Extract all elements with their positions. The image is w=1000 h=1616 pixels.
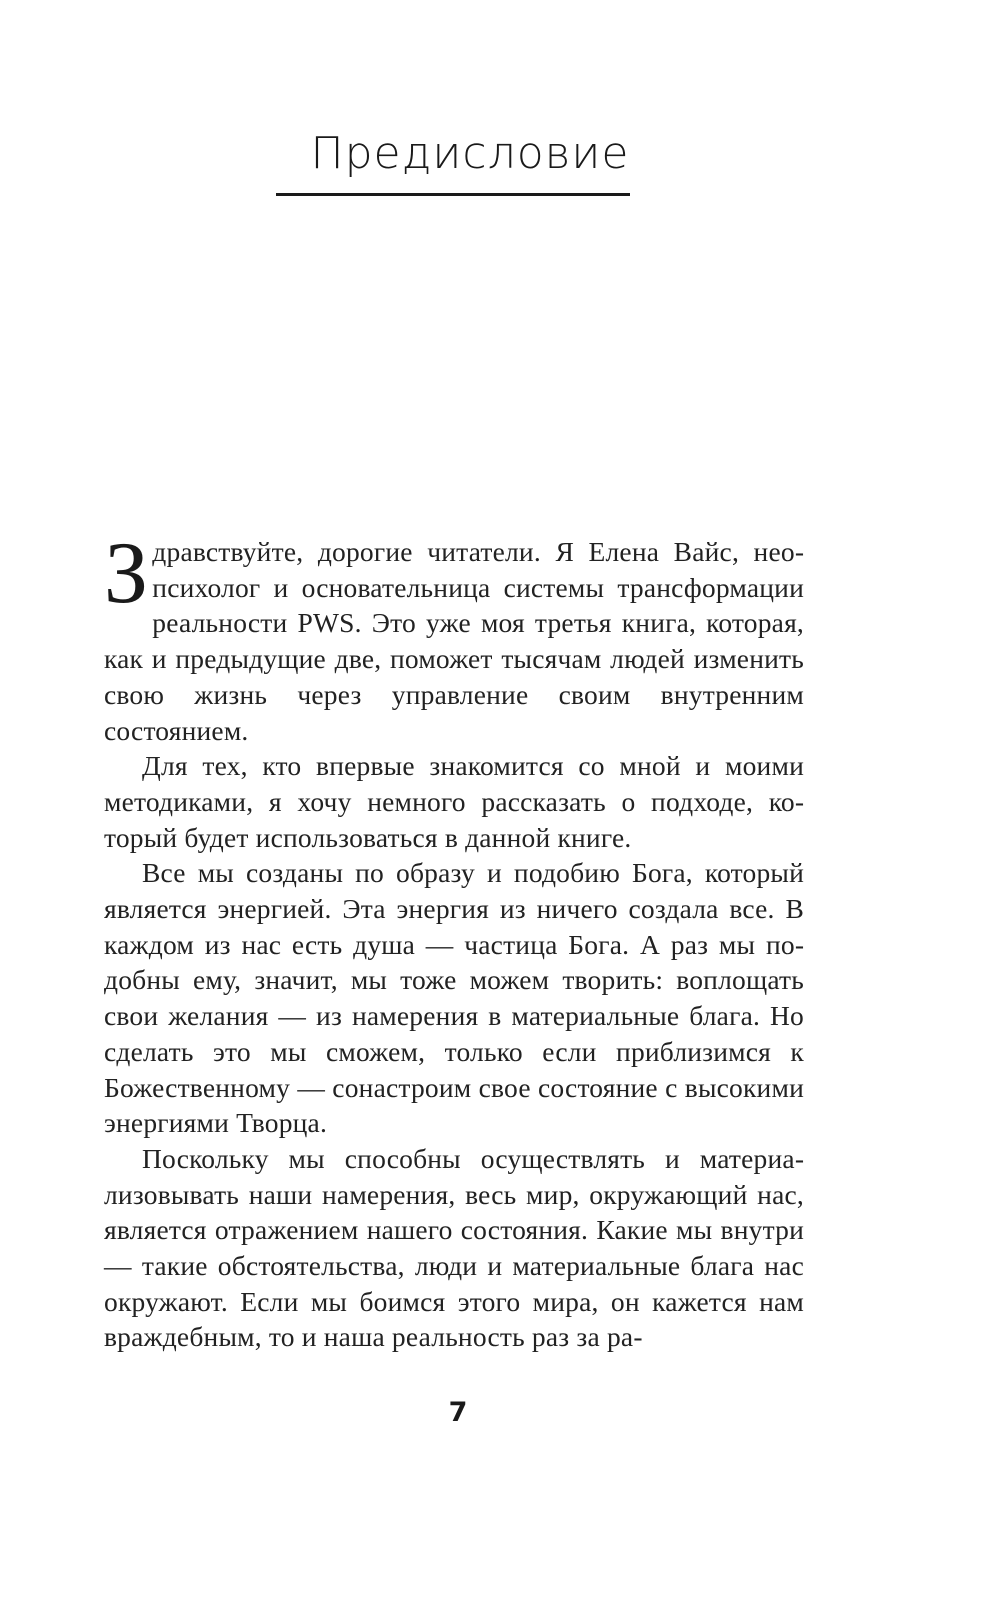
body-text (104, 525, 804, 1355)
title-underline (276, 193, 630, 196)
chapter-title: Предисловие (310, 128, 630, 179)
paragraph-3: Все мы созданы по образу и подобию Бога, который является энергией. Эта энергия из ничего создала все. В каждом из нас есть душа — частица Бога. А раз мы подобны ему, значит, мы тоже можем творить: воплощать свои желания — из намерения в материальные блага. Но сделать это мы сможем, только если приблизимся к Божественному — сонастроим свое состояние с высокими энергиями Творца. (104, 857, 804, 1139)
paragraph-1 (104, 525, 804, 748)
drop-cap: З (104, 525, 149, 622)
paragraph-1-text: дравствуйте, дорогие читатели. Я Елена Вайс, неопсихолог и основательница системы трансформации реальности PWS. Это уже моя третья книга, которая, как и предыдущие две, поможет тысячам людей изменить свою жизнь через управление своим внутренним состоянием. (104, 536, 804, 746)
page-number: 7 (448, 1397, 468, 1428)
paragraph-4: Поскольку мы способны осуществлять и материализовывать наши намерения, весь мир, окружающий нас, является отражением нашего состояния. Какие мы внутри — такие обстоятельства, люди и материальные блага нас окружают. Если мы боимся этого мира, он кажется нам враждебным, то и наша реальность раз за ра- (104, 1142, 804, 1353)
paragraph-2: Для тех, кто впервые знакомится со мной и моими методиками, я хочу немного рассказать о подходе, который будет использоваться в данной книге. (104, 750, 804, 853)
